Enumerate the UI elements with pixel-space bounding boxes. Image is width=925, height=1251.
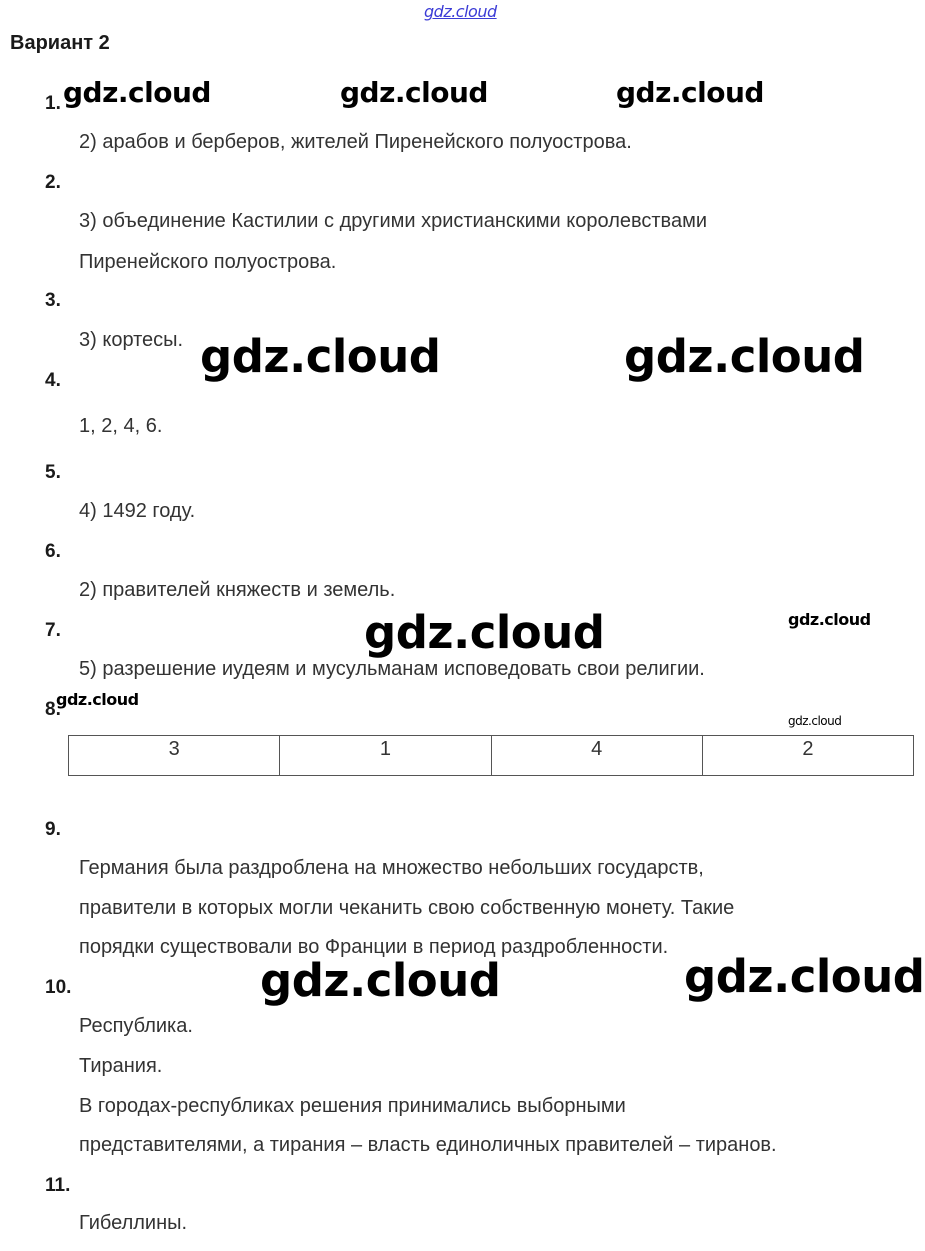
answer-9-line-2: правители в которых могли чеканить свою собственную монету. Такие — [79, 897, 735, 919]
watermark-link[interactable]: gdz.cloud — [424, 2, 497, 21]
question-number-1: 1. — [45, 93, 61, 114]
question-number-8: 8. — [45, 699, 61, 720]
page-title: Вариант 2 — [10, 32, 110, 54]
watermark: gdz.cloud — [364, 606, 605, 659]
watermark: gdz.cloud — [788, 714, 842, 728]
answer-3-line-1: 3) кортесы. — [79, 329, 184, 351]
answer-4-line-1: 1, 2, 4, 6. — [79, 415, 163, 437]
answer-9-line-1: Германия была раздроблена на множество небольших государств, — [79, 857, 704, 879]
answer-11-line-1: Гибеллины. — [79, 1212, 188, 1234]
table-cell: 4 — [491, 736, 702, 776]
question-number-11: 11. — [45, 1175, 71, 1196]
answer-7-line-1: 5) разрешение иудеям и мусульманам исповедовать свои религии. — [79, 658, 705, 680]
question-number-6: 6. — [45, 541, 61, 562]
answer-9-line-3: порядки существовали во Франции в период раздробленности. — [79, 936, 669, 958]
table-row — [69, 736, 914, 776]
answer-1-line-1: 2) арабов и берберов, жителей Пиренейского полуострова. — [79, 131, 632, 153]
watermark: gdz.cloud — [63, 76, 211, 109]
watermark: gdz.cloud — [200, 330, 441, 383]
answer-5-line-1: 4) 1492 году. — [79, 500, 196, 522]
answer-10-line-2: Тирания. — [79, 1055, 163, 1077]
question-number-9: 9. — [45, 819, 61, 840]
watermark: gdz.cloud — [56, 690, 139, 709]
table-cell: 3 — [69, 736, 280, 776]
answer-8-table — [68, 735, 914, 776]
question-number-2: 2. — [45, 172, 61, 193]
answer-2-line-1: 3) объединение Кастилии с другими христианскими королевствами — [79, 210, 707, 232]
answer-10-line-4: представителями, а тирания – власть единоличных правителей – тиранов. — [79, 1134, 777, 1156]
watermark: gdz.cloud — [616, 76, 764, 109]
watermark: gdz.cloud — [684, 950, 925, 1003]
watermark: gdz.cloud — [788, 610, 871, 629]
answer-2-line-2: Пиренейского полуострова. — [79, 251, 337, 273]
question-number-5: 5. — [45, 462, 61, 483]
question-number-4: 4. — [45, 370, 61, 391]
table-cell: 2 — [702, 736, 913, 776]
answer-10-line-3: В городах-республиках решения принимались выборными — [79, 1095, 626, 1117]
question-number-10: 10. — [45, 977, 72, 998]
watermark: gdz.cloud — [260, 954, 501, 1007]
watermark: gdz.cloud — [624, 330, 865, 383]
watermark: gdz.cloud — [340, 76, 488, 109]
answer-10-line-1: Республика. — [79, 1015, 193, 1037]
table-cell: 1 — [280, 736, 491, 776]
question-number-3: 3. — [45, 290, 61, 311]
answer-6-line-1: 2) правителей княжеств и земель. — [79, 579, 396, 601]
question-number-7: 7. — [45, 620, 61, 641]
